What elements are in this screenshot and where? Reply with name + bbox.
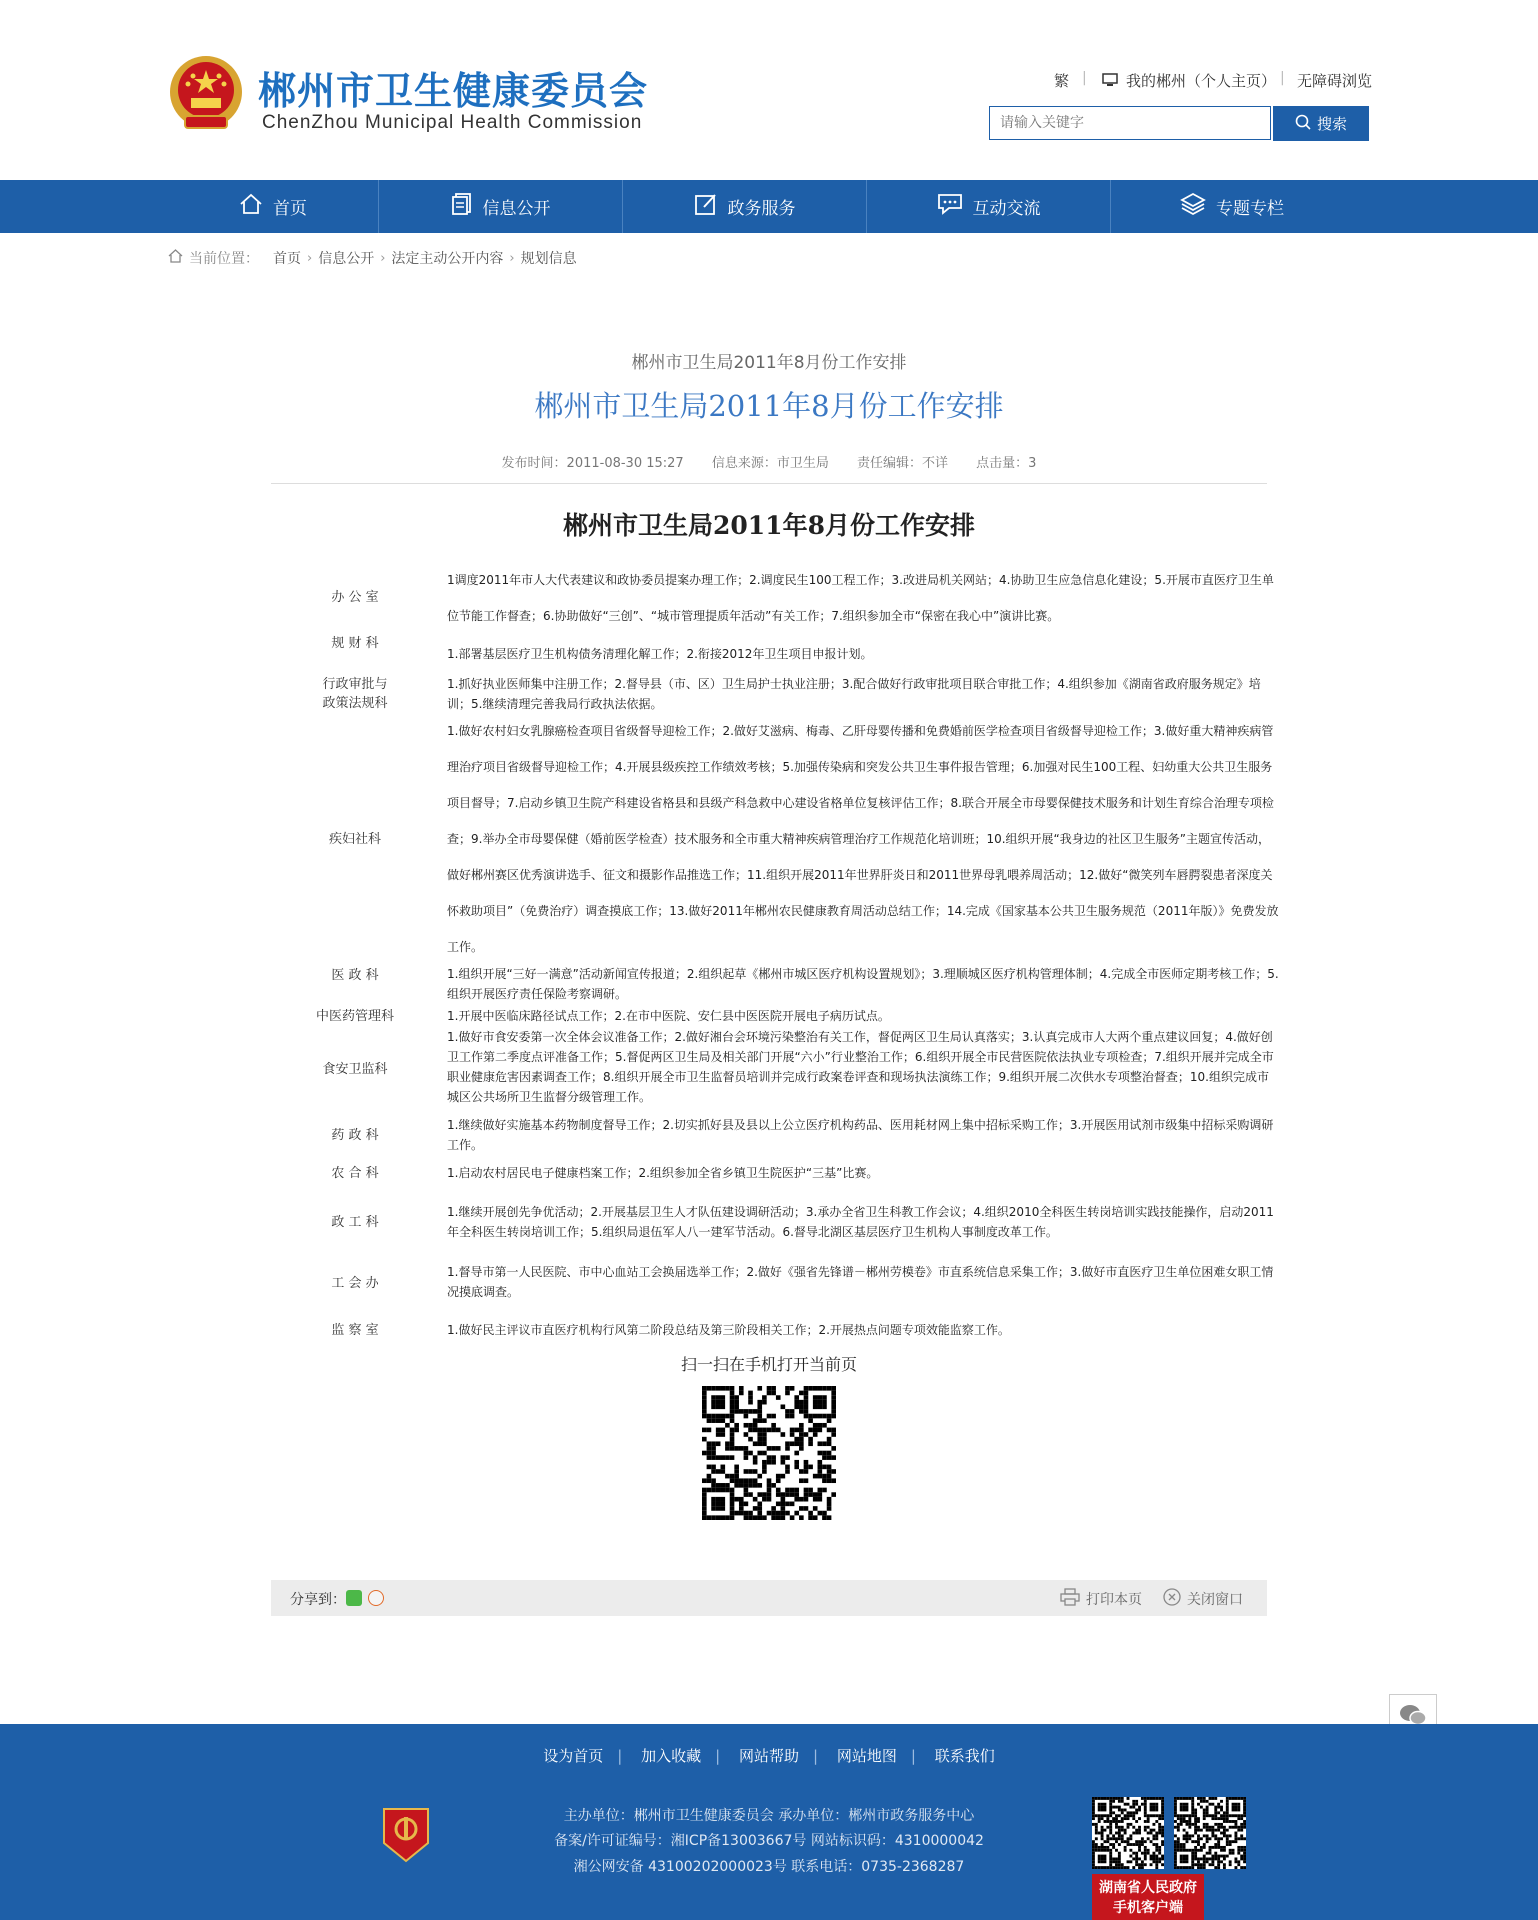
footer-link-sitemap[interactable]: 网站地图 xyxy=(836,1747,897,1765)
article-pre-title: 郴州市卫生局2011年8月份工作安排 xyxy=(631,353,907,373)
dept-task: 1.继续做好实施基本药物制度督导工作；2.切实抓好县及县以上公立医疗机构药品、医用耗材网上集中招标采购工作；3.开展医用试剂市级集中招标采购调研工作。 xyxy=(447,1118,1274,1152)
wechat-share-icon[interactable] xyxy=(346,1590,362,1606)
dept-label: 行政审批与 政策法规科 xyxy=(322,677,388,711)
dept-task: 1.做好市食安委第一次全体会议准备工作；2.做好湘台会环境污染整治有关工作，督促两区卫生局认真落实；3.认真完成市人大两个重点建议回复；4.做好创卫工作第二季度点评准备工作；5.督促两区卫生局及相关部门开展“六小”行业整治工作；6.组织开展全市民营医院依法执业专项检查；7.组织开展并完成全市职业健康危害因素调查工作；8.组织开展全市卫生监督员培训并完成行政案卷评查和现场执法演练工作；9.组织开展二次供水专项整治督查；10.组织完成市城区公共场所卫生监督分级管理工作。 xyxy=(447,1030,1274,1104)
nav-info-public[interactable] xyxy=(379,180,622,233)
gov-badge-line1: 湖南省人民政府 xyxy=(1099,1880,1197,1896)
nav-label: 政务服务 xyxy=(727,199,796,219)
print-button[interactable] xyxy=(1060,1588,1142,1610)
search-button[interactable] xyxy=(1273,106,1369,141)
article-title: 郴州市卫生局2011年8月份工作安排 xyxy=(534,389,1004,423)
breadcrumb-planning[interactable]: 规划信息 xyxy=(520,251,577,267)
my-chenzhou-link[interactable]: 我的郴州（个人主页） xyxy=(1126,72,1277,90)
dept-label: 医 政 科 xyxy=(331,968,379,983)
close-window-button[interactable] xyxy=(1163,1588,1243,1610)
dept-label: 监 察 室 xyxy=(331,1323,379,1338)
dept-task: 1.抓好执业医师集中注册工作；2.督导县（市、区）卫生局护士执业注册；3.配合做好行政审批项目联合审批工作；4.组织参加《湖南省政府服务规定》培训；5.继续清理完善我局行政执法依据。 xyxy=(447,677,1261,711)
info-source: 信息来源：市卫生局 xyxy=(711,456,829,471)
dept-label: 食安卫监科 xyxy=(322,1062,388,1077)
dept-task: 1.督导市第一人民医院、市中心血站工会换届选举工作；2.做好《强省先锋谱－郴州劳模卷》市直系统信息采集工作；3.做好市直医疗卫生单位困难女职工情况摸底调查。 xyxy=(447,1265,1274,1299)
dept-label: 办 公 室 xyxy=(331,590,379,605)
close-icon xyxy=(1163,1588,1181,1610)
nav-special-topics[interactable] xyxy=(1111,180,1353,233)
dept-label: 工 会 办 xyxy=(331,1276,379,1291)
top-separator: | xyxy=(1082,70,1087,86)
footer-sponsor: 主办单位：郴州市卫生健康委员会 承办单位：郴州市政务服务中心 xyxy=(563,1808,975,1824)
print-label: 打印本页 xyxy=(1086,1592,1142,1608)
nav-label: 互动交流 xyxy=(972,199,1041,219)
breadcrumb-statutory[interactable]: 法定主动公开内容 xyxy=(391,251,504,267)
document-icon xyxy=(451,192,473,221)
dept-task: 1.做好民主评议市直医疗机构行风第二阶段总结及第三阶段相关工作；2.开展热点问题专项效能监察工作。 xyxy=(447,1323,1010,1337)
footer-qr-code xyxy=(1174,1797,1246,1869)
breadcrumb-prefix: 当前位置： xyxy=(189,251,259,267)
footer-links: 设为首页 | 加入收藏 | 网站帮助 | 网站地图 | 联系我们 xyxy=(543,1747,995,1765)
breadcrumb-home[interactable]: 首页 xyxy=(273,251,301,267)
footer-link-set-homepage[interactable]: 设为首页 xyxy=(543,1747,604,1765)
footer-qr-code xyxy=(1092,1797,1164,1869)
dept-label: 中医药管理科 xyxy=(315,1009,394,1024)
nav-gov-services[interactable] xyxy=(623,180,866,233)
hunan-gov-app-badge[interactable] xyxy=(1092,1874,1204,1920)
site-name-english: ChenZhou Municipal Health Commission xyxy=(262,112,643,133)
accessible-browsing-link[interactable]: 无障碍浏览 xyxy=(1297,72,1373,90)
dept-task: 1.做好农村妇女乳腺癌检查项目省级督导迎检工作；2.做好艾滋病、梅毒、乙肝母婴传播和免费婚前医学检查项目省级督导迎检工作；3.做好重大精神疾病管理治疗项目省级督导迎检工作；4.开展县级疾控工作绩效考核；5.加强传染病和突发公共卫生事件报告管理；6.加强对民生100工程、妇幼重大公共卫生服务项目督导；7.启动乡镇卫生院产科建设省格县和县级产科急救中心建设省格单位复核评估工作；8.联合开展全市母婴保健技术服务和计划生育综合治理专项检查；9.举办全市母婴保健（婚前医学检查）技术服务和全市重大精神疾病管理治疗工作规范化培训班；10.组织开展“我身边的社区卫生服务”主题宣传活动，做好郴州赛区优秀演讲选手、征文和摄影作品推选工作；11.组织开展2011年世界肝炎日和2011世界母乳喂养周活动；12.做好“微笑列车唇腭裂患者深度关怀救助项目”（免费治疗）调查摸底工作；13.做好2011年郴州农民健康教育周活动总结工作；14.完成《国家基本公共卫生服务规范（2011年版）》免费发放工作。 xyxy=(447,724,1279,954)
dept-label: 农 合 科 xyxy=(331,1166,379,1181)
home-icon xyxy=(239,193,263,220)
footer-police: 湘公网安备 43100202000023号 联系电话：0735-2368287 xyxy=(573,1859,965,1875)
footer-icp: 备案/许可证编号：湘ICP备13003667号 网站标识码：4310000042 xyxy=(554,1833,984,1849)
main-nav xyxy=(0,180,1538,233)
publish-time: 发布时间：2011-08-30 15:27 xyxy=(501,456,684,471)
printer-icon xyxy=(1060,1588,1080,1610)
chevron-right-icon: › xyxy=(380,250,386,266)
monitor-icon xyxy=(1102,72,1118,91)
nav-label: 信息公开 xyxy=(482,199,551,219)
site-name: 郴州市卫生健康委员会 xyxy=(258,69,649,113)
dept-task: 1.继续开展创先争优活动；2.开展基层卫生人才队伍建设调研活动；3.承办全省卫生科教工作会议；4.组织2010全科医生转岗培训实践技能操作，启动2011年全科医生转岗培训工作；5.组织局退伍军人八一建军节活动。6.督导北湖区基层医疗卫生机构人事制度改革工作。 xyxy=(447,1205,1274,1239)
chevron-right-icon: › xyxy=(307,250,313,266)
dept-label: 规 财 科 xyxy=(331,636,379,651)
gov-badge-line2: 手机客户端 xyxy=(1113,1900,1183,1916)
national-emblem-logo xyxy=(167,54,245,136)
dept-task: 1调度2011年市人大代表建议和政协委员提案办理工作；2.调度民生100工程工作；3.改进局机关网站；4.协助卫生应急信息化建设；5.开展市直医疗卫生单位节能工作督查；6.协助做好“三创”、“城市管理提质年活动”有关工作；7.组织参加全市“保密在我心中”演讲比赛。 xyxy=(447,573,1274,623)
nav-interaction[interactable] xyxy=(867,180,1110,233)
body-title: 郴州市卫生局2011年8月份工作安排 xyxy=(563,511,975,540)
footer-link-help[interactable]: 网站帮助 xyxy=(738,1747,799,1765)
view-count: 点击量：3 xyxy=(976,456,1037,471)
dept-label: 疾妇社科 xyxy=(328,832,381,847)
footer-link-contact[interactable]: 联系我们 xyxy=(934,1747,995,1765)
home-icon xyxy=(168,249,183,267)
chevron-right-icon: › xyxy=(509,250,515,266)
share-label: 分享到： xyxy=(290,1592,346,1608)
nav-label: 专题专栏 xyxy=(1216,199,1284,219)
dept-task: 1.部署基层医疗卫生机构债务清理化解工作；2.衔接2012年卫生项目申报计划。 xyxy=(447,647,873,661)
dept-label: 药 政 科 xyxy=(331,1128,379,1143)
dept-task: 1.启动农村居民电子健康档案工作；2.组织参加全省乡镇卫生院医护“三基”比赛。 xyxy=(447,1166,879,1180)
close-label: 关闭窗口 xyxy=(1187,1592,1243,1608)
search-button-label: 搜索 xyxy=(1316,115,1347,133)
search-input[interactable] xyxy=(989,106,1271,140)
dept-task: 1.开展中医临床路径试点工作；2.在市中医院、安仁县中医医院开展电子病历试点。 xyxy=(447,1009,890,1023)
chat-icon xyxy=(937,192,963,221)
nav-label: 首页 xyxy=(273,199,307,219)
dept-task: 1.组织开展“三好一满意”活动新闻宣传报道；2.组织起草《郴州市城区医疗机构设置规划》；3.理顺城区医疗机构管理体制；4.完成全市医师定期考核工作；5.组织开展医疗责任保险考察调研。 xyxy=(447,967,1279,1001)
top-separator: | xyxy=(1280,70,1285,86)
layers-icon xyxy=(1180,192,1206,221)
weibo-share-icon[interactable] xyxy=(368,1590,384,1606)
footer-link-bookmark[interactable]: 加入收藏 xyxy=(641,1747,702,1765)
editor: 责任编辑：不详 xyxy=(857,456,949,471)
search-icon xyxy=(1295,114,1311,134)
dept-label: 政 工 科 xyxy=(331,1215,379,1230)
page-qr-code xyxy=(702,1386,836,1520)
traditional-chinese-link[interactable]: 繁 xyxy=(1054,72,1070,90)
breadcrumb-info-public[interactable]: 信息公开 xyxy=(318,251,375,267)
breadcrumb xyxy=(168,248,577,268)
qr-label: 扫一扫在手机打开当前页 xyxy=(680,1355,857,1374)
edit-icon xyxy=(694,192,718,221)
article-meta xyxy=(0,452,1538,471)
nav-home[interactable] xyxy=(168,180,378,233)
divider xyxy=(271,483,1267,484)
